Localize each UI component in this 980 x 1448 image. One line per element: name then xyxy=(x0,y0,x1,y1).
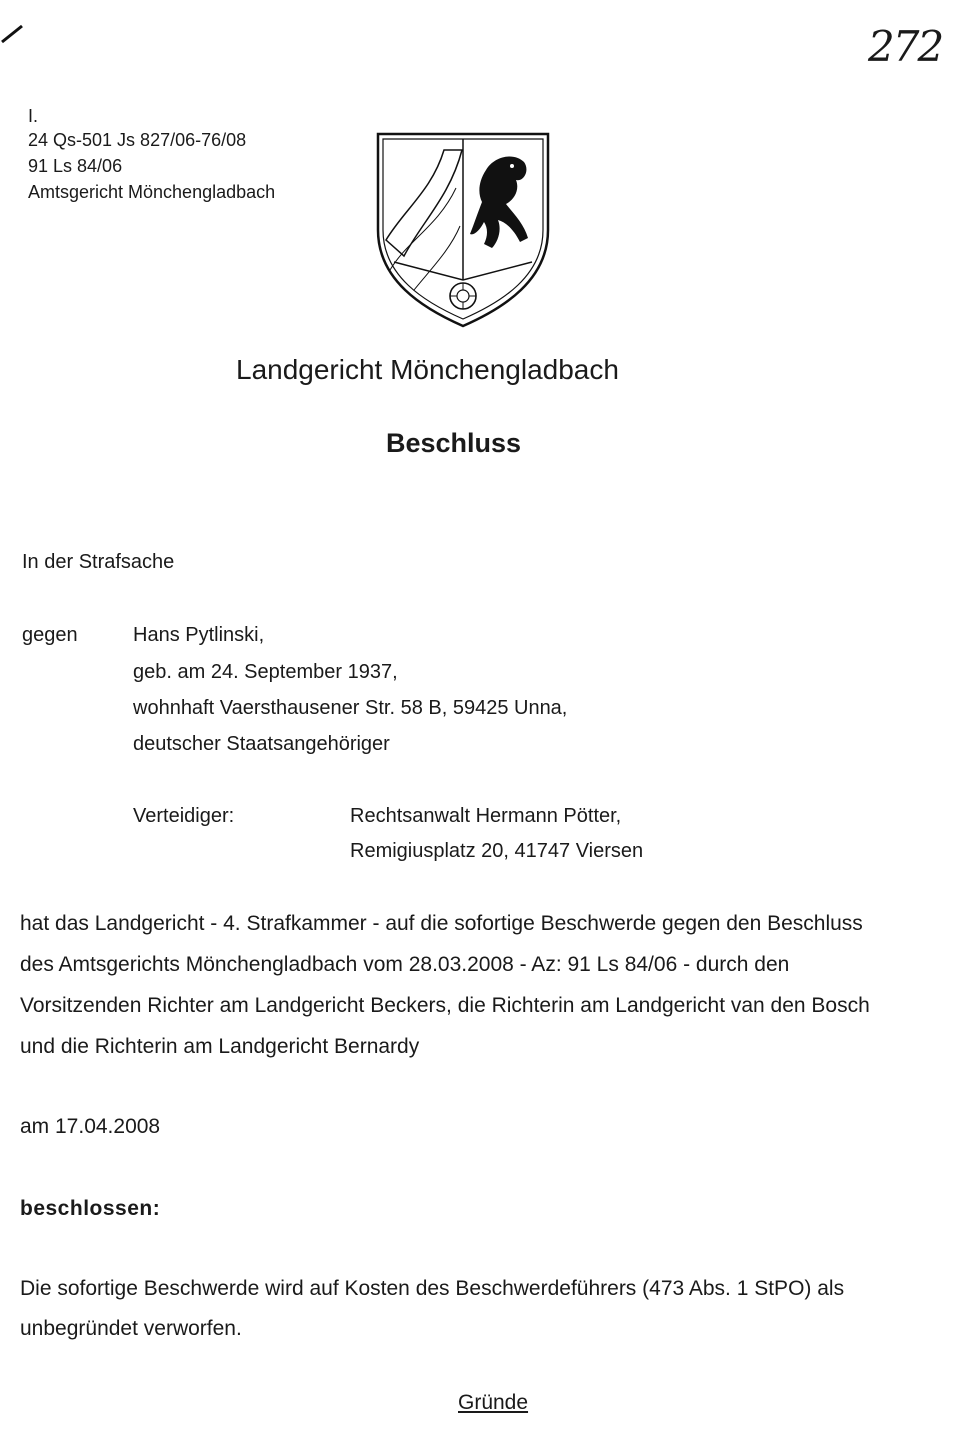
lower-court-number: 91 Ls 84/06 xyxy=(28,156,123,176)
defense-label: Verteidiger: xyxy=(133,805,235,827)
defense-address: Remigiusplatz 20, 41747 Viersen xyxy=(350,840,644,862)
body-line: hat das Landgericht - 4. Strafkammer - auf die sofortige Beschwerde gegen den Beschluss xyxy=(20,912,863,935)
defendant-label: gegen xyxy=(22,624,78,646)
lower-court-name: Amtsgericht Mönchengladbach xyxy=(28,182,276,202)
defense-name: Rechtsanwalt Hermann Pötter, xyxy=(350,805,622,827)
header-mark: I. xyxy=(28,106,39,126)
ruling-line: unbegründet verworfen. xyxy=(20,1317,242,1340)
defendant-name: Hans Pytlinski, xyxy=(133,624,265,646)
defendant-nationality: deutscher Staatsangehöriger xyxy=(133,733,390,755)
coat-of-arms-icon xyxy=(374,130,554,330)
case-intro: In der Strafsache xyxy=(22,551,175,573)
court-name: Landgericht Mönchengladbach xyxy=(236,354,619,385)
ruling-line: Die sofortige Beschwerde wird auf Kosten des Beschwerdeführers (473 Abs. 1 StPO) als xyxy=(20,1277,845,1300)
body-line: Vorsitzenden Richter am Landgericht Beckers, die Richterin am Landgericht van den Bosch xyxy=(20,994,870,1017)
scan-mark xyxy=(0,20,30,50)
file-number: 24 Qs-501 Js 827/06-76/08 xyxy=(28,130,247,150)
body-line: und die Richterin am Landgericht Bernardy xyxy=(20,1035,420,1058)
decided-label: beschlossen: xyxy=(20,1197,161,1220)
defendant-birth: geb. am 24. September 1937, xyxy=(133,661,398,683)
handwritten-page-number: 272 xyxy=(868,22,943,71)
defendant-address: wohnhaft Vaersthausener Str. 58 B, 59425 Unna, xyxy=(133,697,568,719)
reasons-heading: Gründe xyxy=(458,1391,529,1414)
decision-date: am 17.04.2008 xyxy=(20,1115,161,1138)
body-line: des Amtsgerichts Mönchengladbach vom 28.03.2008 - Az: 91 Ls 84/06 - durch den xyxy=(20,953,790,976)
document-type: Beschluss xyxy=(386,428,522,458)
